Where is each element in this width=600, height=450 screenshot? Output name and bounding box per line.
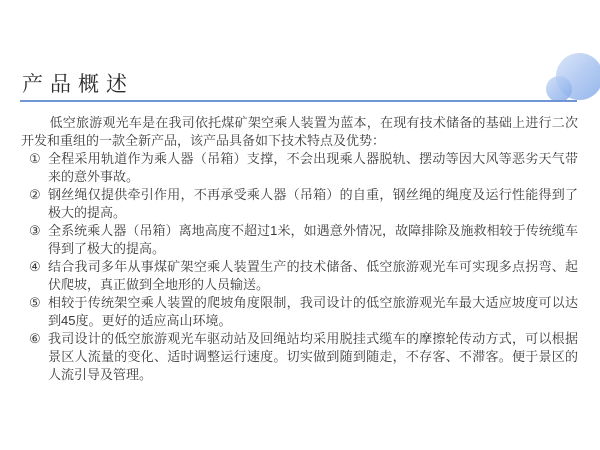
list-item-text: 相较于传统架空乘人装置的爬坡角度限制，我司设计的低空旅游观光车最大适应坡度可以达到45度。更好的适应高山环境。 [48,295,578,328]
list-item [21,150,578,186]
list-item-text: 我司设计的低空旅游观光车驱动站及回绳站均采用脱挂式缆车的摩擦轮传动方式，可以根据景区人流量的变化、适时调整运行速度。切实做到随到随走，不存客、不滞客。便于景区的人流引导及管理。 [48,331,578,382]
list-item [21,258,578,294]
list-item-number: ① [29,151,41,166]
list-item-text: 钢丝绳仅提供牵引作用，不再承受乘人器（吊箱）的自重，钢丝绳的绳度及运行性能得到了极大的提高。 [48,187,578,220]
page-title: 产品概述 [22,73,134,97]
list-item [21,186,578,222]
list-item-number: ④ [29,259,41,274]
list-item [21,330,578,384]
list-item-text: 结合我司多年从事煤矿架空乘人装置生产的技术储备、低空旅游观光车可实现多点拐弯、起伏爬坡，真正做到全地形的人员输送。 [48,259,578,292]
list-item-number: ⑥ [29,331,41,346]
list-item-number: ⑤ [29,295,41,310]
title-underline-rule [20,100,577,102]
list-item-number: ② [29,187,41,202]
list-item-text: 全程采用轨道作为乘人器（吊箱）支撑，不会出现乘人器脱轨、摆动等因大风等恶劣天气带来的意外事故。 [48,151,578,184]
list-item [21,222,578,258]
list-item [21,294,578,330]
decorative-circle-small [546,76,572,102]
list-item-text: 全系统乘人器（吊箱）离地高度不超过1米，如遇意外情况，故障排除及施救相较于传统缆车得到了极大的提高。 [48,223,578,256]
list-item-number: ③ [29,223,41,238]
slide-body [21,114,578,384]
feature-points-list [21,150,578,384]
intro-paragraph: 低空旅游观光车是在我司依托煤矿架空乘人装置为蓝本，在现有技术储备的基础上进行二次开发和重组的一款全新产品，该产品具备如下技术特点及优势： [21,115,578,148]
